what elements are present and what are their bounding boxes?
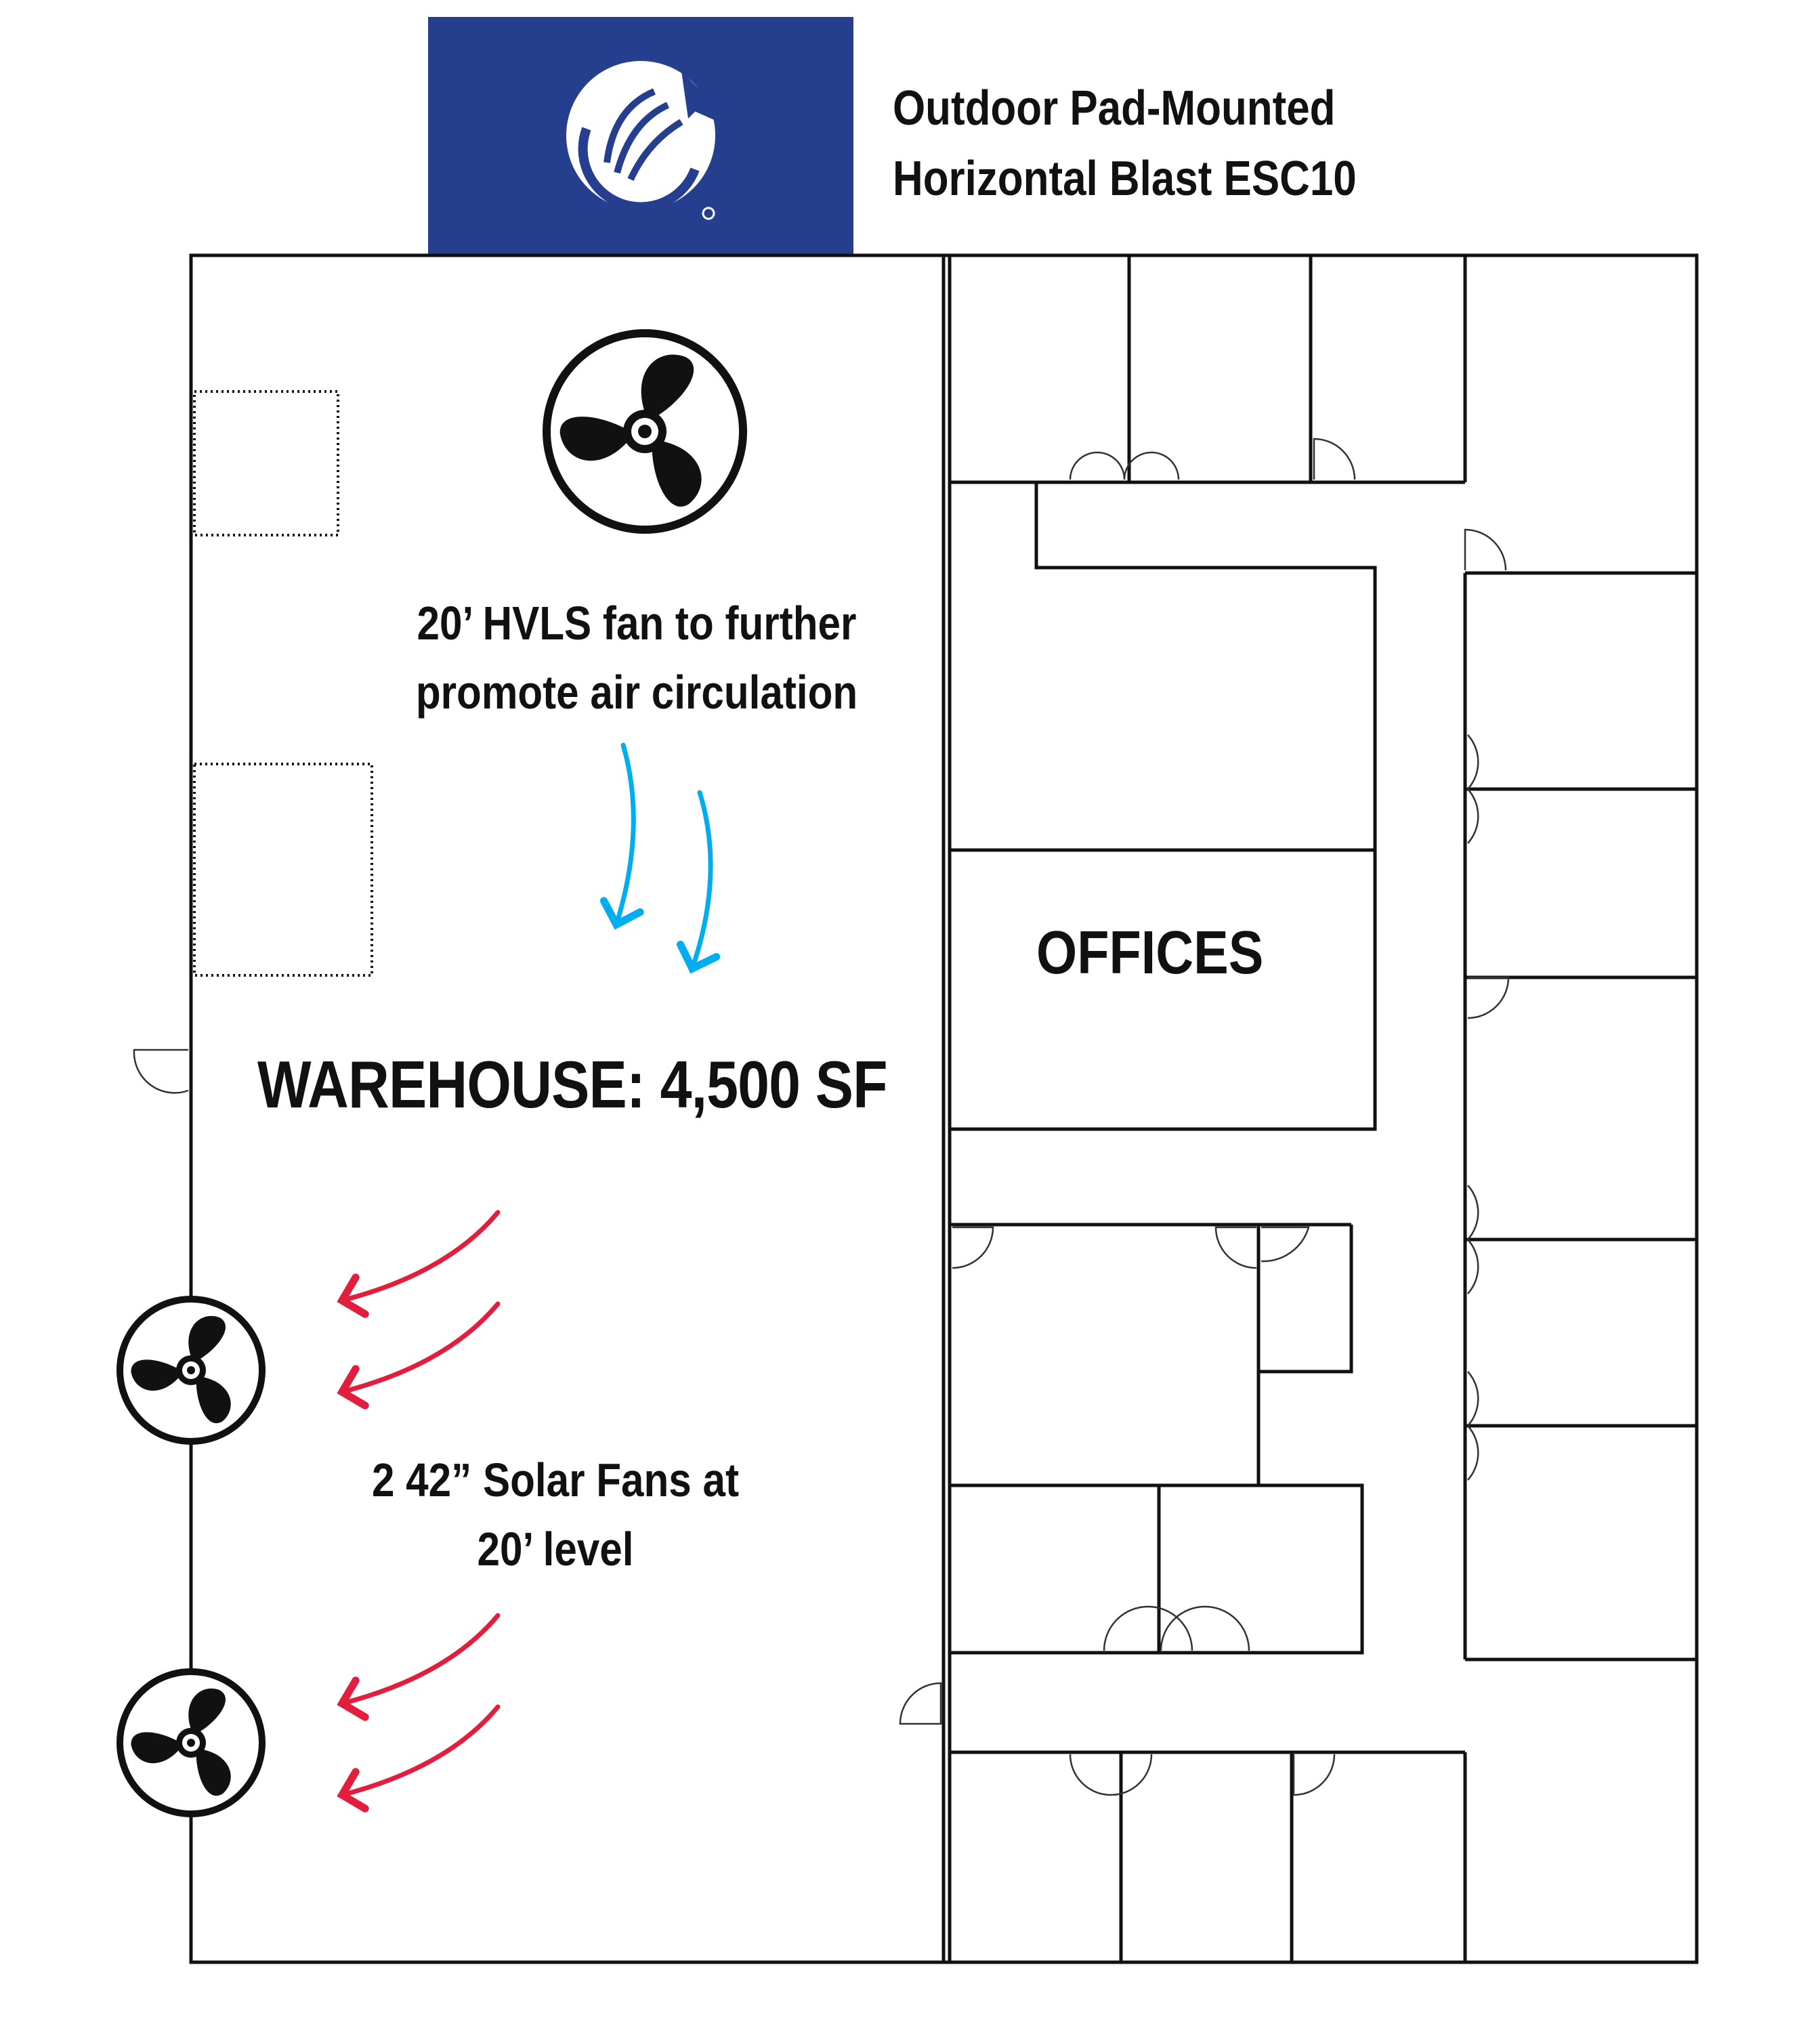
solar-fans-caption — [334, 1446, 777, 1584]
hvls-fan-icon — [547, 333, 743, 530]
solar-caption-line: 20’ level — [477, 1522, 634, 1575]
dock-door-outline — [194, 391, 338, 535]
airflow-arrow-blue — [616, 745, 633, 925]
hvls-fan-caption — [392, 589, 881, 727]
solar-fan-icon — [120, 1672, 262, 1814]
hvls-caption-line: promote air circulation — [415, 665, 858, 719]
airflow-arrow-red — [342, 1304, 498, 1392]
office-walls — [950, 255, 1697, 1962]
solar-caption-line: 2 42” Solar Fans at — [371, 1454, 740, 1506]
airflow-arrow-red — [342, 1707, 498, 1795]
solar-fan-icon — [120, 1299, 262, 1441]
offices-label: OFFICES — [1036, 919, 1264, 987]
warehouse-label: WAREHOUSE: 4,500 SF — [257, 1047, 887, 1122]
airflow-arrow-red — [342, 1615, 498, 1703]
equipment-title — [893, 73, 1357, 215]
airflow-arrow-blue — [692, 792, 711, 969]
equipment-title-line: Outdoor Pad-Mounted — [893, 81, 1336, 135]
equipment-title-line: Horizontal Blast ESC10 — [893, 152, 1357, 207]
airflow-arrow-red — [342, 1212, 498, 1300]
hvls-caption-line: 20’ HVLS fan to further — [417, 597, 857, 650]
dock-door-outline — [194, 764, 372, 975]
